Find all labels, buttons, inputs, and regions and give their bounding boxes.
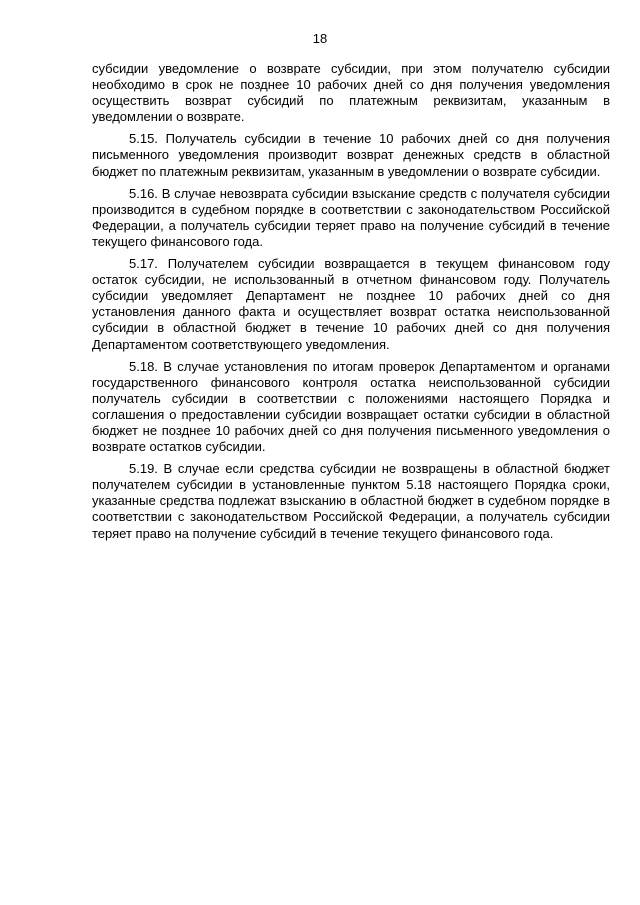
paragraph-5-16: 5.16. В случае невозврата субсидии взыскание средств с получателя субсидии производится в судебном порядке в соответствии с законодательством Российской Федерации, а получатель субсидии теряет право на получение субсидий в течение текущего финансового года. [92, 185, 610, 249]
page-number: 18 [312, 31, 328, 46]
paragraph-5-18: 5.18. В случае установления по итогам проверок Департаментом и органами государственного финансового контроля остатка неиспользованной субсидии получатель субсидии в соответствии с положениями настоящего Порядка и соглашения о предоставлении субсидии возвращает остатки субсидии в областной бюджет не позднее 10 рабочих дней со дня получения письменного уведомления о возврате остатков субсидии. [92, 358, 610, 455]
paragraph-5-15: 5.15. Получатель субсидии в течение 10 рабочих дней со дня получения письменного уведомления производит возврат денежных средств в областной бюджет по платежным реквизитам, указанным в уведомлении о возврате субсидии. [92, 131, 610, 179]
document-body [92, 61, 610, 548]
paragraph-5-17: 5.17. Получателем субсидии возвращается в текущем финансовом году остаток субсидии, не использованный в отчетном финансовом году. Получатель субсидии уведомляет Департамент не позднее 10 рабочих дней со дня установления данного факта и осуществляет возврат остатка неиспользованной субсидии в областной бюджет в течение 10 рабочих дней со дня получения Департаментом соответствующего уведомления. [92, 256, 610, 352]
paragraph-5-19: 5.19. В случае если средства субсидии не возвращены в областной бюджет получателем субсидии в установленные пунктом 5.18 настоящего Порядка сроки, указанные средства подлежат взысканию в областной бюджет в судебном порядке в соответствии с законодательством Российской Федерации, а получатель субсидии теряет право на получение субсидий в течение текущего финансового года. [92, 461, 610, 541]
paragraph-continuation: субсидии уведомление о возврате субсидии, при этом получателю субсидии необходимо в срок не позднее 10 рабочих дней со дня получения уведомления осуществить возврат субсидий по платежным реквизитам, указанным в уведомлении о возврате. [92, 61, 610, 125]
